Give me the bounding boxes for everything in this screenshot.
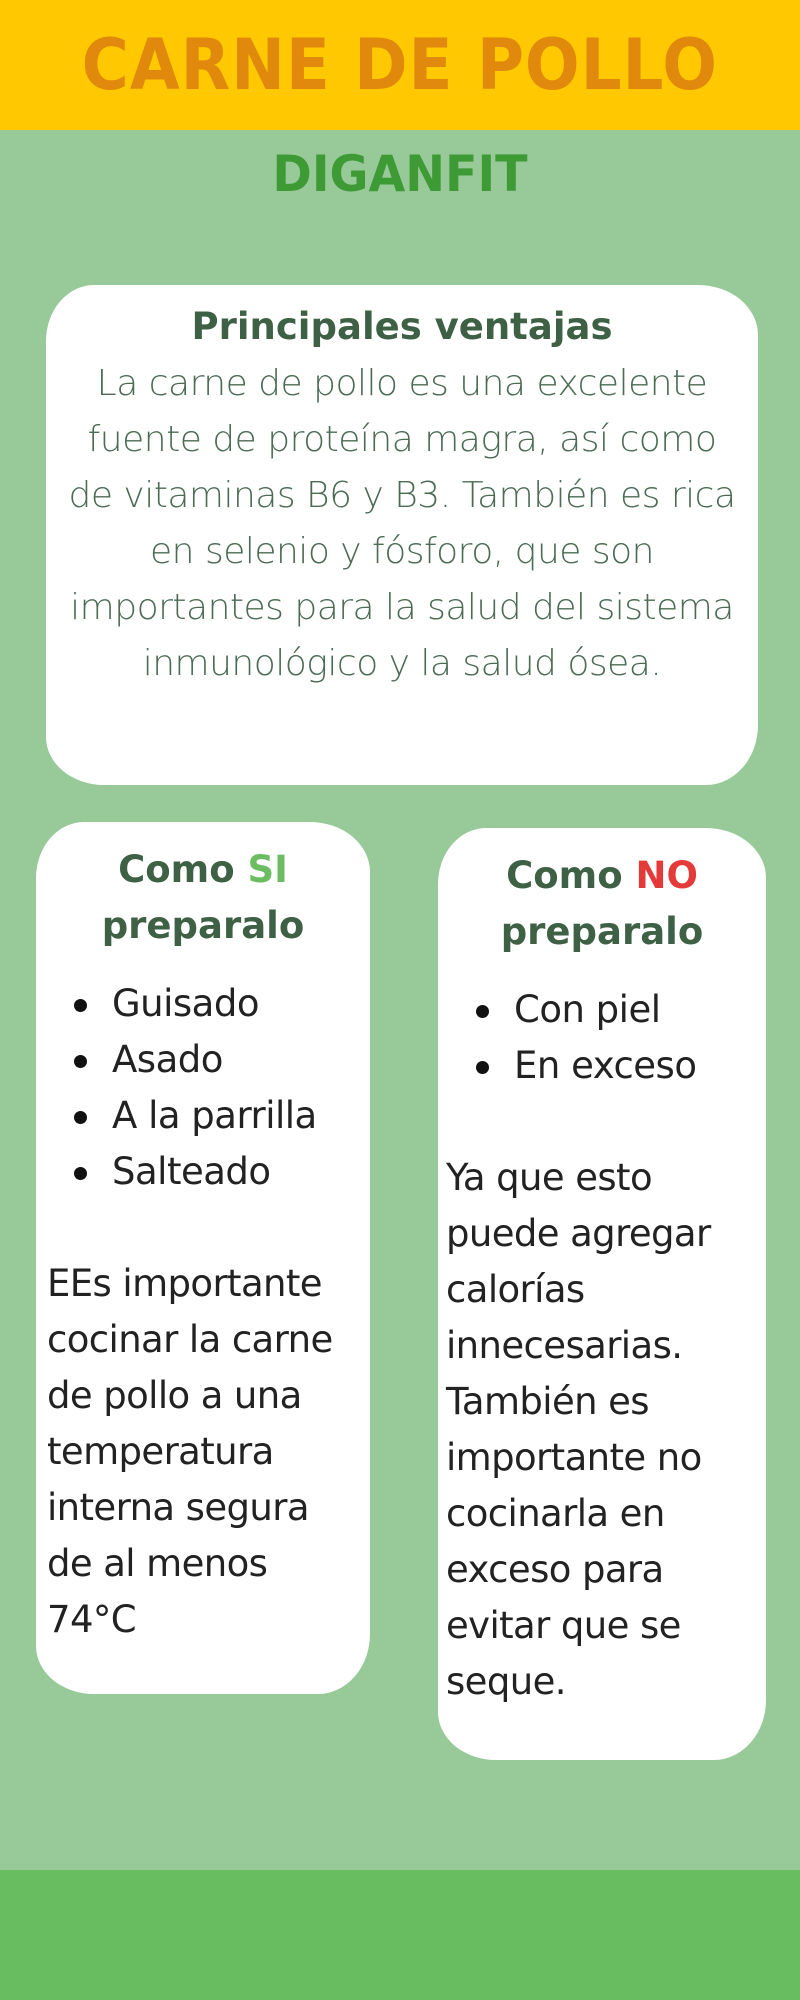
benefits-card bbox=[46, 285, 758, 785]
list-item: A la parrilla bbox=[72, 1088, 370, 1144]
avoid-methods-list bbox=[438, 982, 766, 1094]
benefits-title: Principales ventajas bbox=[191, 305, 613, 348]
title-accent-si: SI bbox=[247, 848, 288, 891]
header-banner bbox=[0, 0, 800, 130]
title-prefix: Como bbox=[506, 854, 636, 897]
warning-note: Ya que esto puede agregar calorías innecesarias. También es importante no cocinarla en exceso para evitar que se seque. bbox=[446, 1156, 711, 1703]
benefits-text: La carne de pollo es una excelente fuente de proteína magra, así como de vitaminas B6 y B3. También es rica en selenio y fósforo, que son importantes para la salud del sistema inmunológico y la salud ósea. bbox=[68, 363, 736, 684]
title-suffix: preparalo bbox=[500, 910, 704, 953]
list-item: Asado bbox=[72, 1032, 370, 1088]
title-accent-no: NO bbox=[635, 854, 698, 897]
recommended-methods-list bbox=[36, 976, 370, 1200]
footer-band bbox=[0, 1870, 800, 2000]
brand-name: DIGANFIT bbox=[272, 145, 528, 203]
list-item: Con piel bbox=[474, 982, 766, 1038]
how-to-prepare-card bbox=[36, 822, 370, 1694]
list-item: Guisado bbox=[72, 976, 370, 1032]
how-to-prepare-title bbox=[36, 842, 370, 954]
list-item: En exceso bbox=[474, 1038, 766, 1094]
page-title: CARNE DE POLLO bbox=[81, 24, 719, 106]
title-suffix: preparalo bbox=[101, 904, 305, 947]
list-item: Salteado bbox=[72, 1144, 370, 1200]
title-prefix: Como bbox=[118, 848, 248, 891]
how-not-to-prepare-card bbox=[438, 828, 766, 1760]
how-not-to-prepare-title bbox=[438, 848, 766, 960]
safety-note: EEs importante cocinar la carne de pollo a una temperatura interna segura de al menos 74°C bbox=[47, 1262, 333, 1641]
